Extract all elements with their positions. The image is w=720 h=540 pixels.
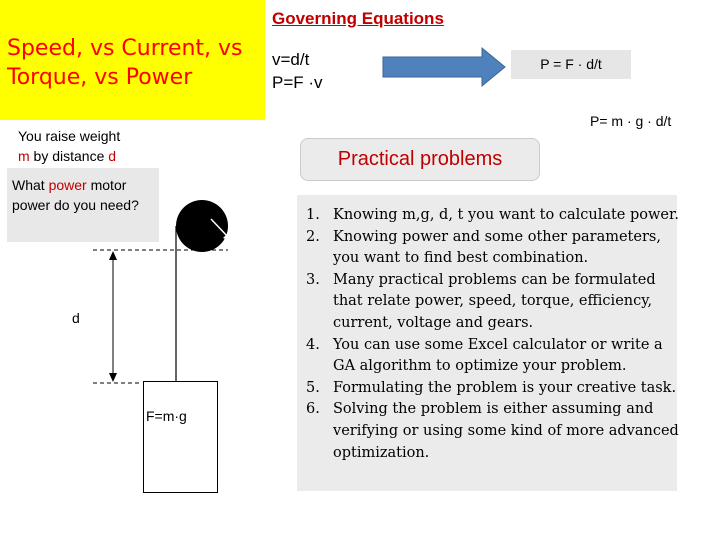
list-item-number: 6. <box>306 401 320 418</box>
list-item <box>306 270 682 335</box>
list-item <box>306 399 682 464</box>
list-item-text: Formulating the problem is your creative task. <box>333 379 677 396</box>
question-text <box>12 175 157 215</box>
problems-list <box>306 205 682 464</box>
pulley-icon <box>176 200 228 252</box>
raise-weight-text <box>18 126 120 166</box>
question-rest: motor power do you need? <box>12 177 139 213</box>
raise-line-2 <box>18 146 120 166</box>
list-item <box>306 205 682 227</box>
list-item-number: 2. <box>306 228 320 245</box>
list-item <box>306 335 682 378</box>
power-definition-box: P = F · d/t <box>511 50 631 79</box>
list-item-text: You can use some Excel calculator or write a GA algorithm to optimize your problem. <box>333 336 663 375</box>
distance-arrow-top-head <box>109 251 117 260</box>
list-item-number: 5. <box>306 379 320 396</box>
blue-arrow-icon <box>383 48 505 86</box>
radius-label: r <box>222 212 226 226</box>
list-item-number: 3. <box>306 271 320 288</box>
velocity-equation: v=d/t <box>272 50 310 69</box>
power-full-equation: P= m · g · d/t <box>590 113 672 129</box>
practical-problems-title: Practical problems <box>337 148 503 170</box>
power-equation: P=F ·v <box>272 73 323 92</box>
governing-equations-title: Governing Equations <box>272 9 444 28</box>
list-item-text: Many practical problems can be formulated that relate power, speed, torque, efficiency, current, voltage and gears. <box>333 271 656 331</box>
distance-arrow-bottom-head <box>109 373 117 382</box>
list-item-text: Knowing m,g, d, t you want to calculate power. <box>333 207 679 223</box>
raise-mid-text: by distance <box>29 148 109 164</box>
list-item <box>306 227 682 270</box>
question-prefix: What <box>12 177 49 193</box>
force-label: F=m·g <box>146 408 187 424</box>
mass-symbol: m <box>18 148 30 164</box>
distance-symbol: d <box>108 148 117 164</box>
distance-label: d <box>72 310 80 326</box>
list-item-text: Knowing power and some other parameters, you want to find best combination. <box>333 228 661 267</box>
list-item-number: 4. <box>306 336 320 353</box>
list-item-text: Solving the problem is either assuming and verifying or using some kind of more advanced optimization. <box>333 401 679 461</box>
slide-title: Speed, vs Current, vs Torque, vs Power <box>7 36 243 90</box>
question-power-word: power <box>48 177 87 193</box>
list-item-number: 1. <box>306 207 320 223</box>
list-item <box>306 378 682 400</box>
weight-box <box>143 381 218 493</box>
raise-line-1: You raise weight <box>18 128 121 144</box>
